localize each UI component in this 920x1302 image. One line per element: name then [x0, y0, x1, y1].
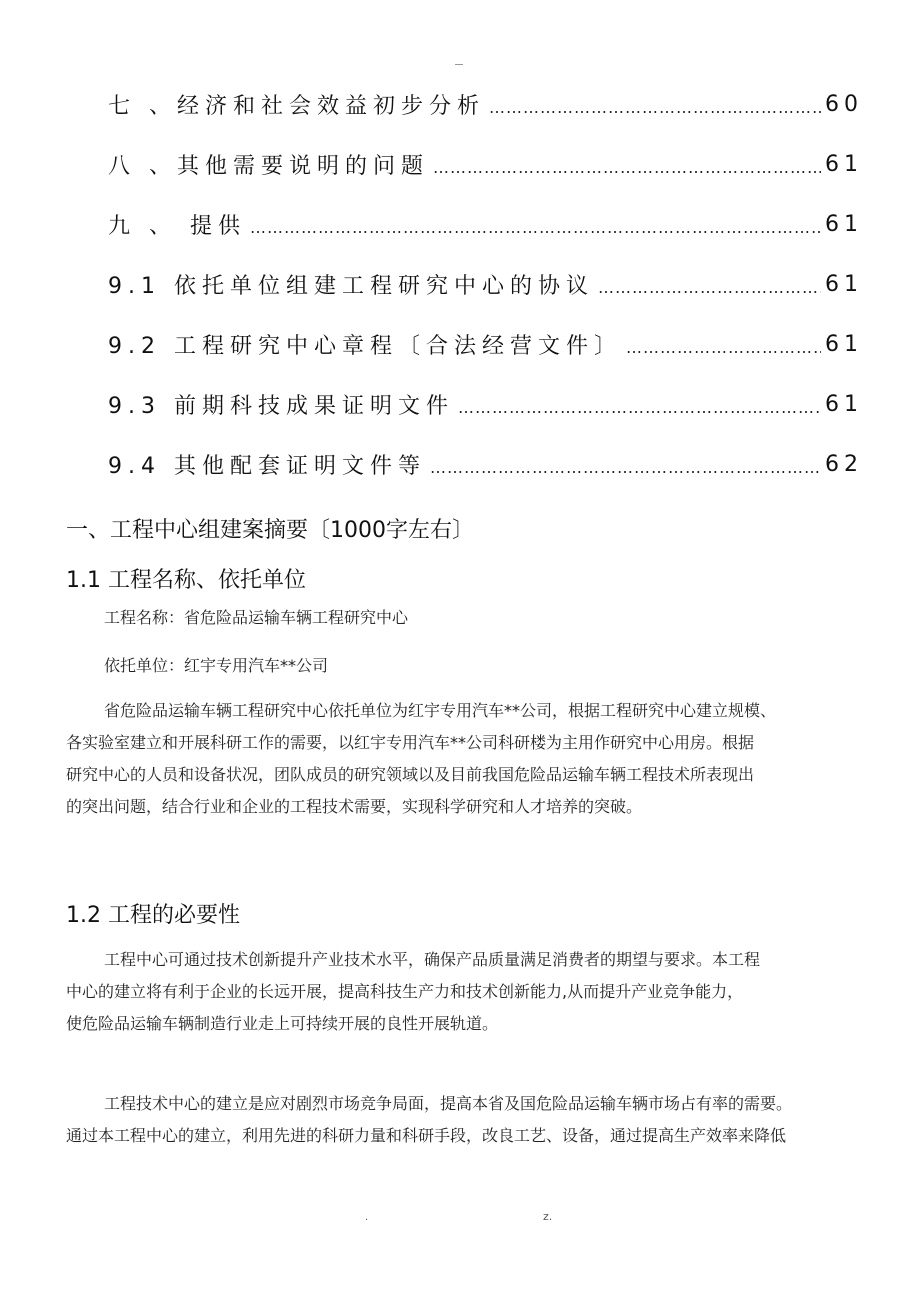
- footer-right-mark: z.: [543, 1210, 553, 1223]
- toc-leader-dots: [598, 272, 821, 297]
- paragraph-line: 各实验室建立和开展科研工作的需要，以红宇专用汽车**公司科研楼为主用作研究中心用房。根据: [66, 733, 755, 752]
- project-name-line: 工程名称：省危险品运输车辆工程研究中心: [104, 608, 409, 627]
- toc-entry-page: 61: [825, 271, 863, 297]
- toc-entry-title: 九 、 提供: [108, 213, 246, 239]
- toc-leader-dots: [430, 452, 821, 477]
- footer-left-mark: .: [365, 1212, 369, 1223]
- toc-entry-page: 61: [825, 211, 863, 237]
- toc-leader-dots: [489, 92, 821, 117]
- toc-entry-page: 62: [825, 451, 863, 477]
- paragraph-line: 中心的建立将有利于企业的长远开展，提高科技生产力和技术创新能力,从而提升产业竞争能力，: [66, 982, 744, 1001]
- paragraph-line: 通过本工程中心的建立，利用先进的科研力量和科研手段，改良工艺、设备，通过提高生产效率来降低: [66, 1126, 787, 1145]
- subsection-heading-1-1: 1.1 工程名称、依托单位: [66, 568, 306, 593]
- paragraph-line: 工程中心可通过技术创新提升产业技术水平，确保产品质量满足消费者的期望与要求。本工程: [104, 950, 761, 969]
- toc-entry[interactable]: [108, 266, 863, 302]
- paragraph-overview: [66, 695, 906, 823]
- toc-entry-title: 七 、经济和社会效益初步分析: [108, 93, 485, 119]
- toc-entry-title: 9.1 依托单位组建工程研究中心的协议: [108, 273, 594, 299]
- toc-entry[interactable]: [108, 386, 863, 422]
- toc-entry-title: 9.2 工程研究中心章程〔合法经营文件〕: [108, 333, 622, 359]
- section-heading: 一、工程中心组建案摘要〔1000字左右〕: [66, 518, 474, 543]
- paragraph-line: 研究中心的人员和设备状况，团队成员的研究领域以及目前我国危险品运输车辆工程技术所表现出: [66, 765, 755, 784]
- toc-entry-page: 60: [825, 91, 863, 117]
- host-unit-line: 依托单位：红宇专用汽车**公司: [104, 656, 329, 675]
- header-mark: [455, 64, 463, 65]
- toc-entry-page: 61: [825, 151, 863, 177]
- toc-entry[interactable]: [108, 86, 863, 122]
- toc-leader-dots: [433, 152, 821, 177]
- paragraph-market: [66, 1088, 906, 1152]
- toc-entry-page: 61: [825, 391, 863, 417]
- toc-leader-dots: [626, 332, 821, 357]
- toc-entry-title: 9.3 前期科技成果证明文件: [108, 393, 454, 419]
- toc-entry[interactable]: [108, 146, 863, 182]
- toc-entry[interactable]: [108, 206, 863, 242]
- paragraph-line: 使危险品运输车辆制造行业走上可持续开展的良性开展轨道。: [66, 1014, 499, 1033]
- toc-leader-dots: [458, 392, 821, 417]
- paragraph-line: 省危险品运输车辆工程研究中心依托单位为红宇专用汽车**公司，根据工程研究中心建立规模、: [104, 701, 777, 720]
- paragraph-necessity: [66, 944, 906, 1040]
- toc-entry[interactable]: [108, 446, 863, 482]
- toc-leader-dots: [250, 212, 821, 237]
- toc-entry[interactable]: [108, 326, 863, 362]
- subsection-heading-1-2: 1.2 工程的必要性: [66, 903, 240, 928]
- paragraph-line: 工程技术中心的建立是应对剧烈市场竞争局面，提高本省及国危险品运输车辆市场占有率的需要。: [104, 1094, 793, 1113]
- toc-entry-title: 9.4 其他配套证明文件等: [108, 453, 426, 479]
- paragraph-line: 的突出问题，结合行业和企业的工程技术需要，实现科学研究和人才培养的突破。: [66, 797, 643, 816]
- toc-entry-title: 八 、其他需要说明的问题: [108, 153, 429, 179]
- toc-entry-page: 61: [825, 331, 863, 357]
